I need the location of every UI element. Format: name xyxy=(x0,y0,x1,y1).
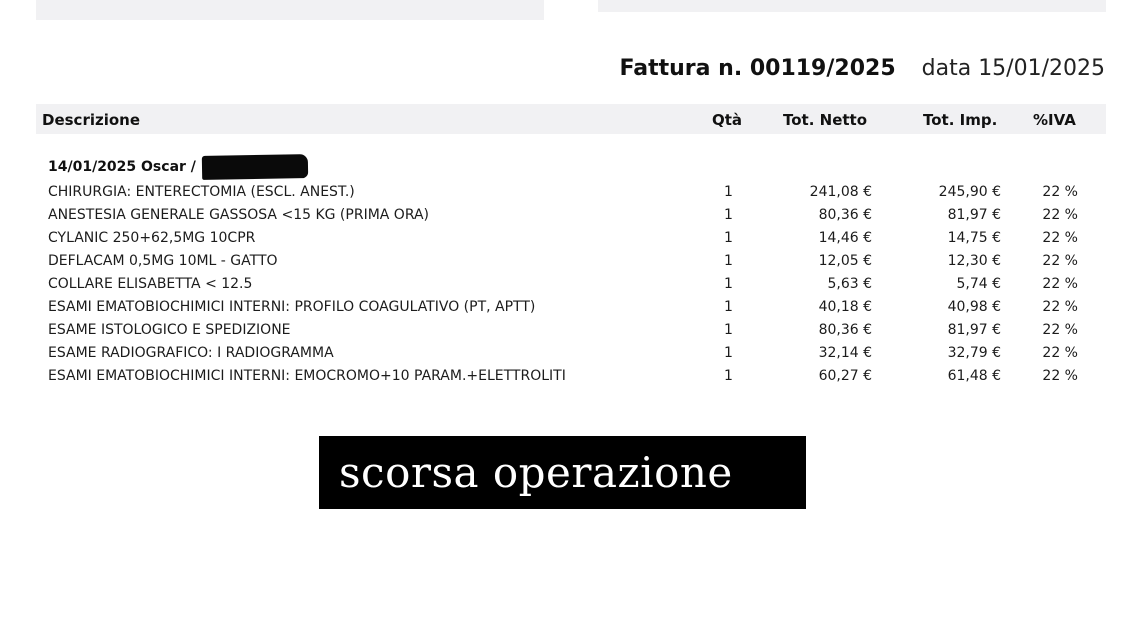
row-description: ESAMI EMATOBIOCHIMICI INTERNI: PROFILO COAGULATIVO (PT, APTT) xyxy=(48,299,536,315)
row-description: ESAME RADIOGRAFICO: I RADIOGRAMMA xyxy=(48,345,334,361)
row-taxable-total: 5,74 € xyxy=(956,276,1001,292)
row-net-total: 40,18 € xyxy=(818,299,872,315)
table-row xyxy=(0,319,1125,342)
row-description: ANESTESIA GENERALE GASSOSA <15 KG (PRIMA ORA) xyxy=(48,207,430,223)
row-qty: 1 xyxy=(724,345,733,361)
header-description: Descrizione xyxy=(42,111,141,129)
row-qty: 1 xyxy=(724,207,733,223)
top-strip-left xyxy=(36,0,544,20)
row-vat: 22 % xyxy=(1042,299,1078,315)
row-vat: 22 % xyxy=(1042,368,1078,384)
group-title xyxy=(48,156,308,178)
row-net-total: 241,08 € xyxy=(809,184,872,200)
row-vat: 22 % xyxy=(1042,322,1078,338)
table-header xyxy=(36,104,1106,134)
row-qty: 1 xyxy=(724,368,733,384)
row-vat: 22 % xyxy=(1042,276,1078,292)
row-description: CYLANIC 250+62,5MG 10CPR xyxy=(48,230,256,246)
invoice-number: Fattura n. 00119/2025 xyxy=(619,56,896,81)
table-row xyxy=(0,204,1125,227)
row-net-total: 12,05 € xyxy=(818,253,872,269)
row-vat: 22 % xyxy=(1042,184,1078,200)
row-description: CHIRURGIA: ENTERECTOMIA (ESCL. ANEST.) xyxy=(48,184,355,200)
header-qty: Qtà xyxy=(712,111,743,129)
row-qty: 1 xyxy=(724,230,733,246)
row-net-total: 60,27 € xyxy=(818,368,872,384)
row-net-total: 32,14 € xyxy=(818,345,872,361)
row-taxable-total: 61,48 € xyxy=(947,368,1001,384)
table-row xyxy=(0,227,1125,250)
row-taxable-total: 245,90 € xyxy=(938,184,1001,200)
header-taxable-total: Tot. Imp. xyxy=(923,111,998,129)
header-net-total: Tot. Netto xyxy=(783,111,868,129)
row-qty: 1 xyxy=(724,184,733,200)
row-vat: 22 % xyxy=(1042,207,1078,223)
top-strip-right xyxy=(598,0,1106,12)
row-net-total: 80,36 € xyxy=(818,322,872,338)
table-row xyxy=(0,250,1125,273)
header-vat: %IVA xyxy=(1033,111,1076,129)
row-description: COLLARE ELISABETTA < 12.5 xyxy=(48,276,253,292)
invoice-date: data 15/01/2025 xyxy=(921,56,1105,81)
caption-text: scorsa operazione xyxy=(339,448,733,497)
row-net-total: 14,46 € xyxy=(818,230,872,246)
table-row xyxy=(0,365,1125,388)
caption-overlay xyxy=(319,436,806,509)
group-date-patient: 14/01/2025 Oscar / xyxy=(48,159,196,175)
table-row xyxy=(0,181,1125,204)
row-taxable-total: 32,79 € xyxy=(947,345,1001,361)
row-vat: 22 % xyxy=(1042,253,1078,269)
row-taxable-total: 40,98 € xyxy=(947,299,1001,315)
row-taxable-total: 81,97 € xyxy=(947,322,1001,338)
row-taxable-total: 14,75 € xyxy=(947,230,1001,246)
row-net-total: 5,63 € xyxy=(827,276,872,292)
row-taxable-total: 12,30 € xyxy=(947,253,1001,269)
row-vat: 22 % xyxy=(1042,345,1078,361)
row-taxable-total: 81,97 € xyxy=(947,207,1001,223)
invoice-header xyxy=(620,56,1105,88)
table-row xyxy=(0,342,1125,365)
row-qty: 1 xyxy=(724,299,733,315)
invoice-rows xyxy=(0,181,1125,388)
row-description: ESAME ISTOLOGICO E SPEDIZIONE xyxy=(48,322,291,338)
redaction-mark xyxy=(202,154,308,180)
row-qty: 1 xyxy=(724,322,733,338)
row-qty: 1 xyxy=(724,253,733,269)
row-qty: 1 xyxy=(724,276,733,292)
row-vat: 22 % xyxy=(1042,230,1078,246)
row-description: ESAMI EMATOBIOCHIMICI INTERNI: EMOCROMO+10 PARAM.+ELETTROLITI xyxy=(48,368,566,384)
row-net-total: 80,36 € xyxy=(818,207,872,223)
table-row xyxy=(0,296,1125,319)
row-description: DEFLACAM 0,5MG 10ML - GATTO xyxy=(48,253,278,269)
table-row xyxy=(0,273,1125,296)
